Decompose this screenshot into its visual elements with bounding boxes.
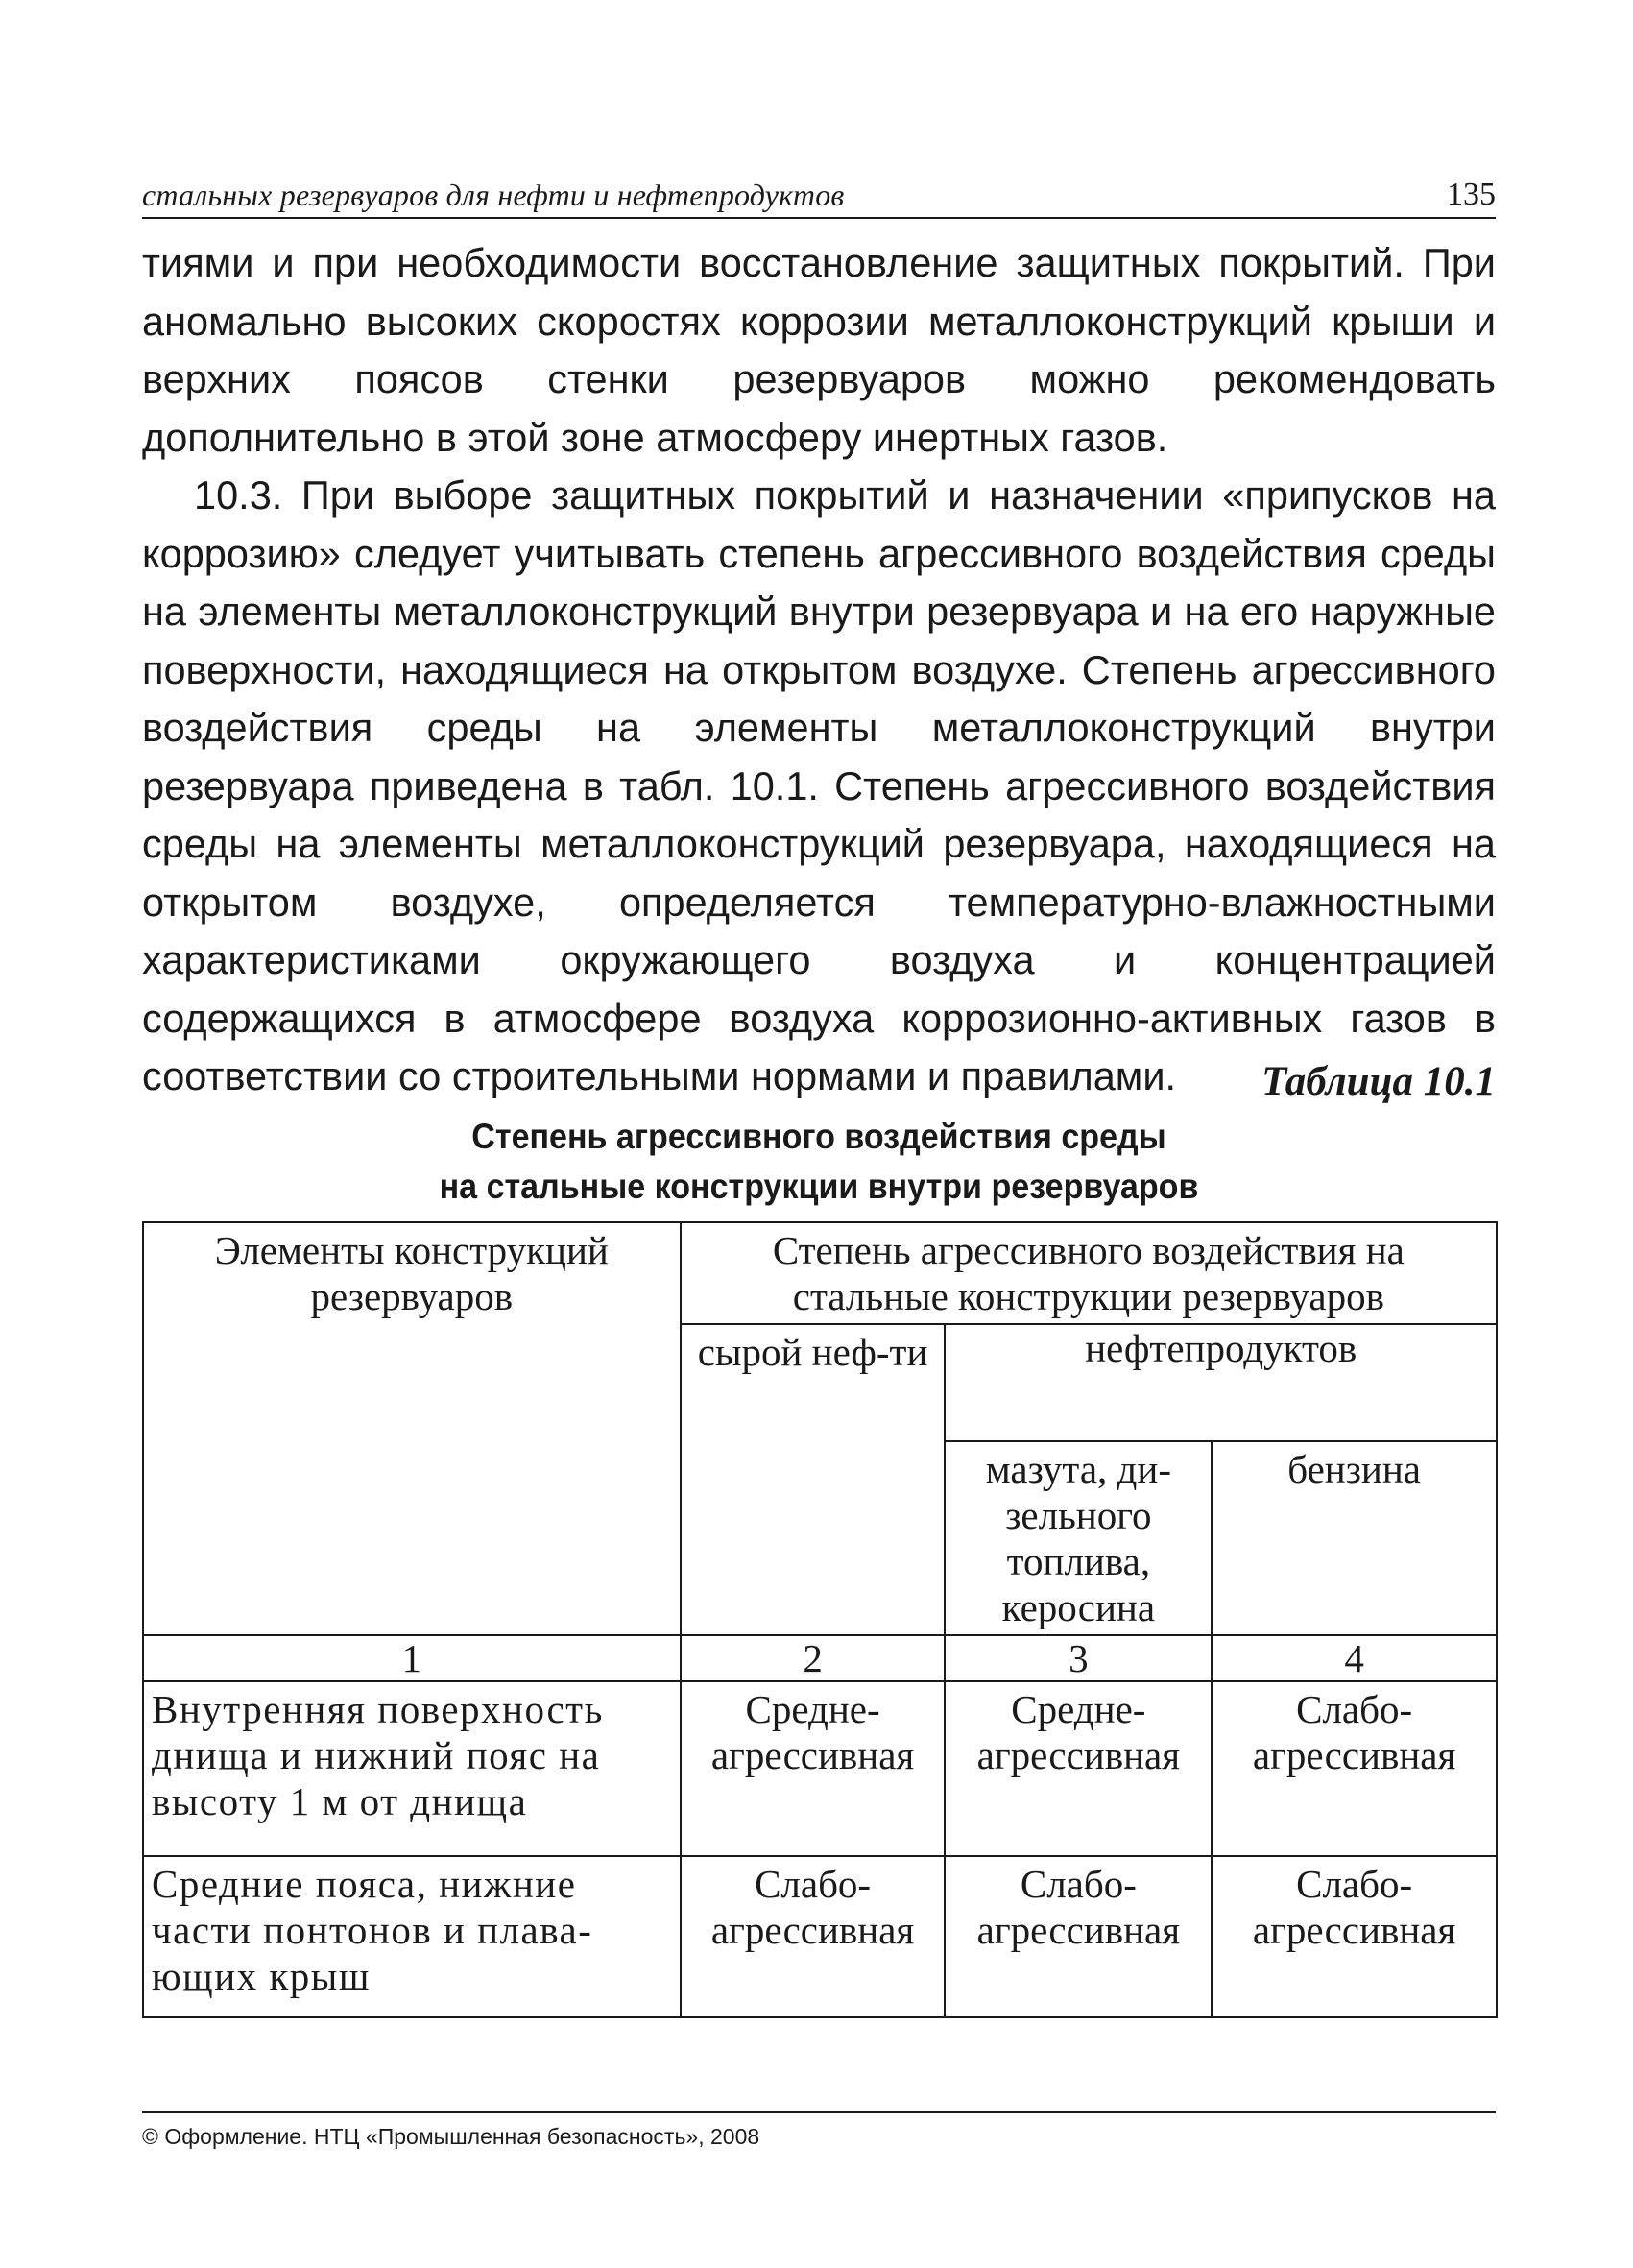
table-title-line-1: Степень агрессивного воздействия среды [471, 1117, 1166, 1156]
body-text [142, 234, 1496, 1106]
paragraph-1: тиями и при необходимости восстановление защитных покрытий. При аномально высоких скоростях коррозии металлоконструкций крыши и верхних поясов стенки резервуаров можно рекомендовать дополнительно в этой зоне атмосферу инертных газов. [142, 240, 1496, 460]
row-element: Средние пояса, нижние части понтонов и плава-ющих крыш [143, 1856, 681, 2017]
header-elements: Элементы конструкций резервуаров [143, 1222, 681, 1635]
running-header [142, 171, 1496, 219]
table-row [143, 1856, 1497, 2017]
row-element: Внутренняя поверхность днища и нижний пояс на высоту 1 м от днища [143, 1681, 681, 1856]
column-number: 4 [1212, 1635, 1497, 1681]
table-title [196, 1112, 1441, 1212]
footer-copyright: © Оформление. НТЦ «Промышленная безопасность», 2008 [142, 2124, 760, 2149]
column-number-row [143, 1635, 1497, 1681]
row-gasoline: Слабо-агрессивная [1212, 1856, 1497, 2017]
header-fuel: мазута, ди-зельного топлива, керосина [945, 1441, 1212, 1635]
row-fuel: Слабо-агрессивная [945, 1856, 1212, 2017]
row-crude: Слабо-агрессивная [681, 1856, 946, 2017]
paragraph-2: 10.3. При выборе защитных покрытий и назначении «припусков на коррозию» следует учитывать степень агрессивного воздействия среды на элементы металлоконструкций внутри резервуара и на его наружные поверхности, находящиеся на открытом воздухе. Степень агрессивного воздействия среды на элементы металлоконструкций внутри резервуара приведена в табл. 10.1. Степень агрессивного воздействия среды на элементы металлоконструкций резервуара, находящиеся на открытом воздухе, определяется температурно-влажностными характеристиками окружающего воздуха и концентрацией содержащихся в атмосфере воздуха коррозионно-активных газов в соответствии со строительными нормами и правилами. [142, 472, 1496, 1098]
header-gasoline: бензина [1212, 1441, 1497, 1635]
table-title-line-2: на стальные конструкции внутри резервуаров [439, 1167, 1199, 1206]
row-fuel: Средне-агрессивная [945, 1681, 1212, 1856]
column-number: 2 [681, 1635, 946, 1681]
table-row [143, 1681, 1497, 1856]
footer-rule [142, 2111, 1496, 2113]
header-products: нефтепродуктов [945, 1324, 1497, 1441]
running-title: стальных резервуаров для нефти и нефтепродуктов [142, 178, 845, 212]
corrosion-table [142, 1221, 1498, 2018]
page-number: 135 [1447, 177, 1496, 212]
column-number: 3 [945, 1635, 1212, 1681]
column-number: 1 [143, 1635, 681, 1681]
table-label: Таблица 10.1 [1261, 1059, 1496, 1104]
row-gasoline: Слабо-агрессивная [1212, 1681, 1497, 1856]
row-crude: Средне-агрессивная [681, 1681, 946, 1856]
header-degree: Степень агрессивного воздействия на стальные конструкции резервуаров [681, 1222, 1497, 1324]
header-crude: сырой неф-ти [681, 1324, 946, 1635]
